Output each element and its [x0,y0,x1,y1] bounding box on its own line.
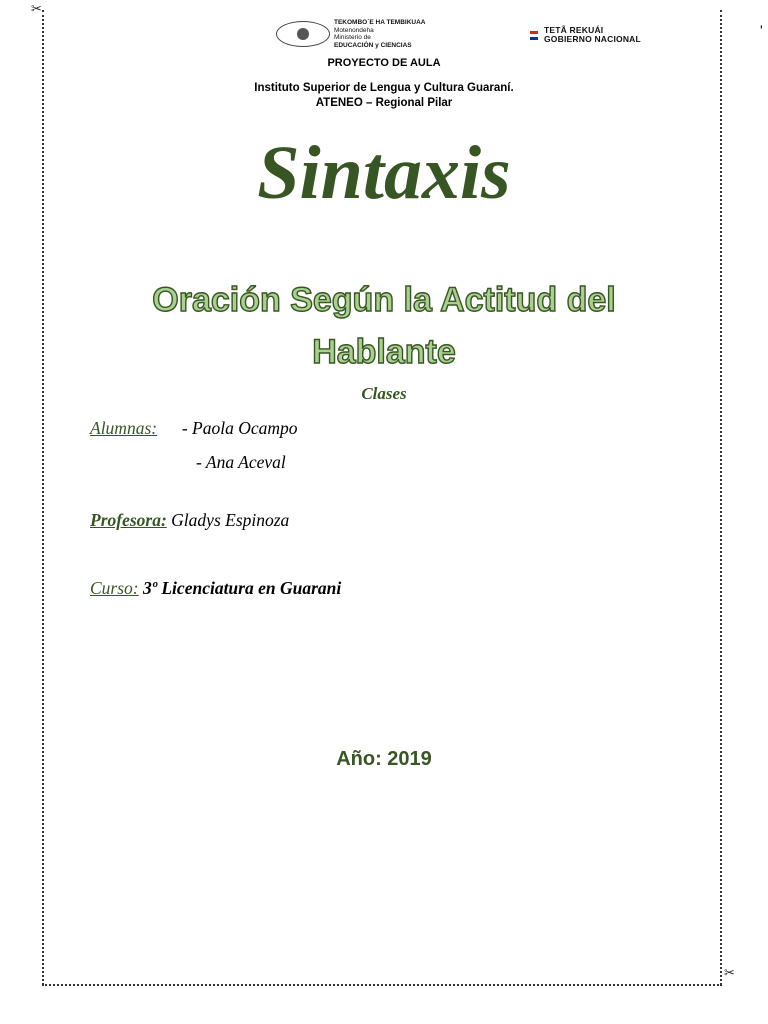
students-row-2 [196,452,286,473]
course-label: Curso: [90,578,139,598]
student-name: - Paola Ocampo [181,418,298,438]
ministry-logo [276,20,425,48]
course-value: 3º Licenciatura en Guarani [143,578,342,598]
ministry-logo-line3: Ministerio de [334,34,371,41]
student-name: - Ana Aceval [196,452,286,472]
flag-icon [530,31,538,40]
tick-mark-icon: ' [760,22,763,38]
page-title: Sintaxis [257,131,511,215]
teacher-label: Profesora: [90,510,167,530]
scissors-icon: ✂ [31,1,42,16]
ministry-logo-line1: TEKOMBO´E HA TEMBIKUAA [334,19,426,26]
national-seal-icon [276,21,330,47]
scissors-icon: ✂ [724,965,735,980]
page-subtitle: Oración Según la Actitud del Hablante [152,281,616,371]
institute-name: Instituto Superior de Lengua y Cultura Guaraní. [254,82,514,94]
ministry-logo-line2: Motenondeha [334,26,374,34]
course-row [90,578,341,599]
dotted-border-bottom [42,984,722,986]
project-heading: PROYECTO DE AULA [327,57,441,69]
students-row [90,418,298,439]
government-logo-line2: GOBIERNO NACIONAL [544,34,641,44]
clases-label: Clases [361,384,407,403]
ateneo-name: ATENEO – Regional Pilar [315,97,453,109]
year-label: Año: 2019 [336,748,432,770]
teacher-row [90,510,289,531]
teacher-name: Gladys Espinoza [171,510,290,530]
government-logo [530,26,641,44]
government-logo-line1: TETÃ REKUÁI [544,25,604,35]
students-label: Alumnas: [90,418,158,438]
ministry-logo-line4: EDUCACIÓN y CIENCIAS [334,41,412,49]
